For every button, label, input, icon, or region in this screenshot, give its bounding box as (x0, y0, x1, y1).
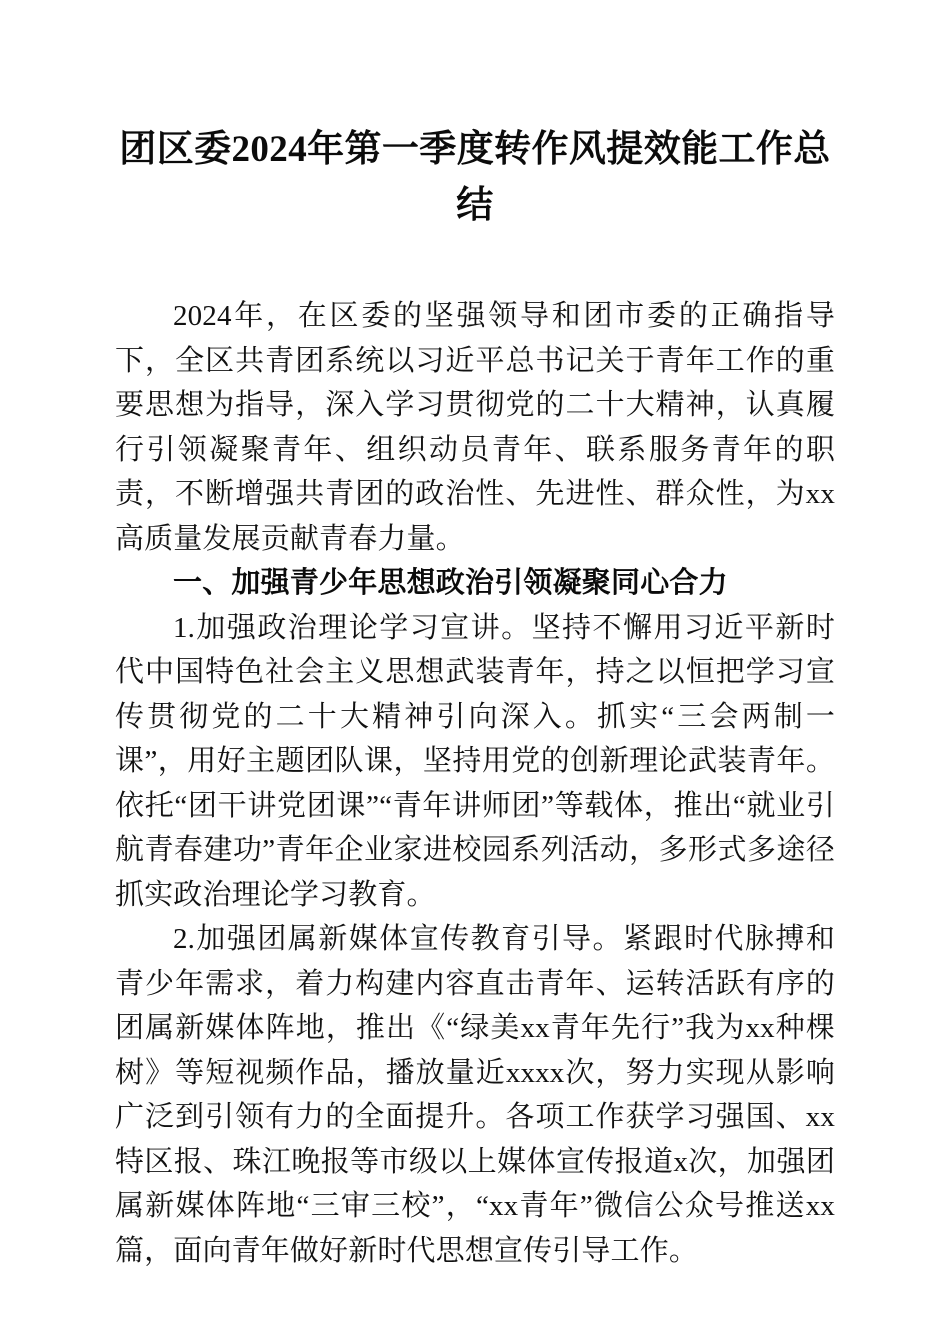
intro-paragraph: 2024年，在区委的坚强领导和团市委的正确指导下，全区共青团系统以习近平总书记关于青年工作的重要思想为指导，深入学习贯彻党的二十大精神，认真履行引领凝聚青年、组织动员青年、联系服务青年的职责，不断增强共青团的政治性、先进性、群众性，为xx高质量发展贡献青春力量。 (115, 300, 835, 555)
item-1-paragraph: 1.加强政治理论学习宣讲。坚持不懈用习近平新时代中国特色社会主义思想武装青年，持之以恒把学习宣传贯彻党的二十大精神引向深入。抓实“三会两制一课”，用好主题团队课，坚持用党的创新理论武装青年。依托“团干讲党团课”“青年讲师团”等载体，推出“就业引航青春建功”青年企业家进校园系列活动，多形式多途径抓实政治理论学习教育。 (115, 611, 835, 911)
item-2-paragraph: 2.加强团属新媒体宣传教育引导。紧跟时代脉搏和青少年需求，着力构建内容直击青年、运转活跃有序的团属新媒体阵地，推出《“绿美xx青年先行”我为xx种棵树》等短视频作品，播放量近xxxx次，努力实现从影响广泛到引领有力的全面提升。各项工作获学习强国、xx特区报、珠江晚报等市级以上媒体宣传报道x次，加强团属新媒体阵地“三审三校”，“xx青年”微信公众号推送xx篇，面向青年做好新时代思想宣传引导工作。 (115, 923, 835, 1267)
page-title: 团区委2024年第一季度转作风提效能工作总结 (119, 129, 831, 226)
title-body-spacer (115, 234, 835, 294)
section-heading-1: 一、加强青少年思想政治引领凝聚同心合力 (173, 567, 728, 599)
document-body (115, 294, 835, 1273)
